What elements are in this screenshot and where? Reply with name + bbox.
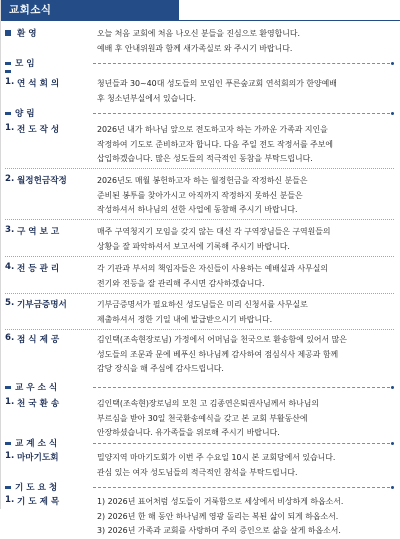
item-label: 환 영 (17, 29, 37, 39)
section-marker-icon (5, 112, 11, 115)
page-title: 교회소식 (1, 0, 179, 20)
section-marker-icon (5, 442, 11, 445)
section-title-nurture: 양 림 (15, 109, 35, 119)
section-divider (93, 443, 390, 444)
section-title-church-news: 교 계 소 식 (15, 439, 58, 449)
header-rule (1, 20, 400, 21)
divider-dot-icon (391, 442, 394, 445)
divider-dot-icon (391, 486, 394, 489)
section-marker-icon (5, 62, 11, 65)
section-divider (93, 63, 390, 64)
item-body: 오늘 처음 교회에 처음 나오신 분들을 진심으로 환영합니다. 예배 후 안내위원과 함께 새가족실로 와 주시기 바랍니다. (97, 29, 301, 53)
divider-dot-icon (391, 62, 394, 65)
section-marker-icon (5, 386, 11, 389)
section-divider (93, 387, 390, 388)
row-divider (5, 168, 394, 169)
section-marker-icon (5, 486, 11, 489)
row-divider (5, 256, 394, 257)
section-divider (93, 487, 390, 488)
section-marker-icon (5, 70, 11, 73)
row-divider (5, 293, 394, 294)
church-news-page: 교회소식 환 영 오늘 처음 교회에 처음 나오신 분들을 진심으로 환영합니다. 예배 후 안내위원과 함께 새가족실로 와 주시기 바랍니다. 모 임 1. 연 석 회 의 청년들과 30~40대 성도들의 모임인 푸른숲교회 연석회의가 한양예배 후 청소년부실에서 있습니다. 양 림 1. 전 도 작 성 2026년 내가 하나님 앞으로 전도하고자 하는 가까운 가족과 지인을 작정하여 기도로 준비하고자 합니다. 다음 주일 전도 작정서를 주보에 삽입하겠습니다. 많은 성도들의 적극적인 동참을 부탁드립니다. 2. 월정헌금작정 2026년도 매월 봉헌하고자 하는 월정헌금을 작정하신 분들은 준비된 봉투를 찾아가시고 아직까지 작정하지 못하신 분들은 작성하셔서 하나님의 선한 사업에 동참해 주시기 바랍니다. 3. 구 역 보 고 매주 구역청지기 모임을 갖지 않는 대신 각 구역장님들은 구역원들의 상황을 잘 파악하셔서 보고서에 기록해 주시기 바랍니다. 4. 전 등 관 리 각 기관과 부서의 책임자들은 자신들이 사용하는 예배실과 사무실의 전기와 전등을 잘 관리해 주시면 감사하겠습니다. 5. 기부금증명서 기부금증명서가 필요하신 성도님들은 미리 신청서를 사무실로 제출하셔서 정한 기일 내에 발급받으시기 바랍니다. 6. 점 식 제 공 김인택(조속현장로님) 가정에서 어머님을 천국으로 환송함에 있어서 많은 성도들의 조문과 문에 베푸신 하나님께 감사하여 점심식사 제공과 함께 감당 장식을 해 주심에 감사드립니다. 교 우 소 식 1. 천 국 환 송 김인택(조속현)장로님의 모친 고 김종연은퇴권사님께서 하나님의 부르심을 받아 30일 천국환송예식을 갖고 본 교회 부활동산에 안장하셨습니다. 유가족들을 위로해 주시기 바랍니다. 교 계 소 식 1. 마마기도회 밀양지역 마마기도회가 이번 주 수요일 10시 본 교회당에서 있습니다. 관심 있는 여자 성도님들의 적극적인 참석을 부탁드립니다. 기 도 요 청 1. 기 도 제 목 1) 2026년 표어처럼 성도들이 거룩함으로 세상에서 비상하게 하옵소서. 2) 2026년 한 해 동안 하나님께 영광 돌리는 복된 삶이 되게 하옵소서. 3) 2026년 가족과 교회를 사랑하며 주의 증인으로 삶을 살게 하옵소서. (0, 0, 400, 509)
divider-dot-icon (391, 386, 394, 389)
row-divider (5, 329, 394, 330)
square-bullet-icon (5, 30, 11, 36)
section-title-member-news: 교 우 소 식 (15, 383, 58, 393)
divider-dot-icon (391, 112, 394, 115)
row-divider (5, 219, 394, 220)
section-title-meetings: 모 임 (15, 59, 35, 69)
section-title-prayer-requests: 기 도 요 청 (15, 483, 58, 493)
section-divider (93, 113, 390, 114)
